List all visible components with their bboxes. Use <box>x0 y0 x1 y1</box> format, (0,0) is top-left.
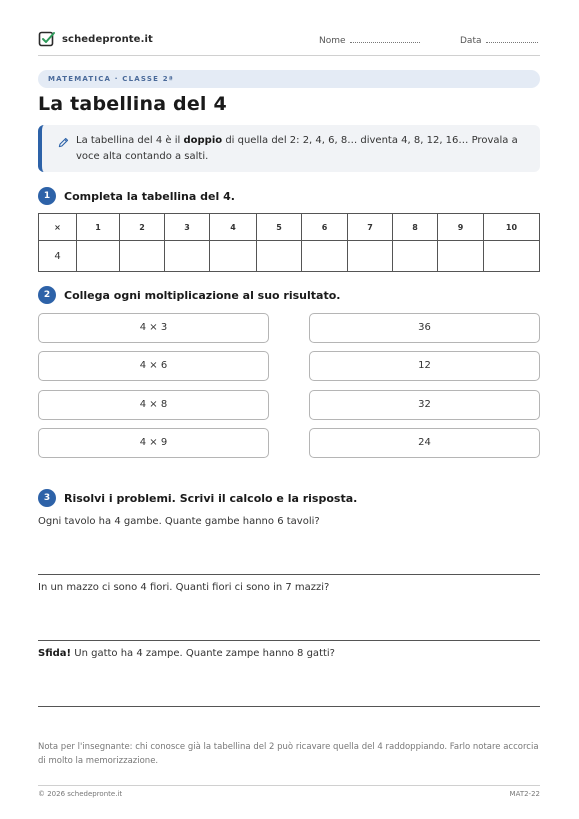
info-bold: doppio <box>183 135 223 146</box>
teacher-note: Nota per l'insegnante: chi conosce già la tabellina del 2 può ricavare quella del 4 raddoppiando. Farlo notare accorcia di molto la memorizzazione. <box>38 742 539 766</box>
answer-cell[interactable] <box>165 241 210 272</box>
worksheet-code: MAT2-22 <box>509 790 540 798</box>
multiplication-box[interactable]: 4 × 6 <box>38 351 269 381</box>
table-header-cell: 7 <box>348 214 393 241</box>
date-line <box>486 35 538 43</box>
section-2-heading <box>38 286 340 304</box>
result-box[interactable]: 36 <box>309 313 540 343</box>
answer-cell[interactable] <box>120 241 165 272</box>
footer-divider <box>38 785 540 786</box>
answer-line[interactable] <box>38 574 540 575</box>
table-header-cell: 8 <box>393 214 438 241</box>
copyright: © 2026 schedepronte.it <box>38 790 123 798</box>
answer-line[interactable] <box>38 640 540 641</box>
result-box[interactable]: 12 <box>309 351 540 381</box>
table-header-cell: 10 <box>484 214 540 241</box>
table-header-cell: × <box>39 214 77 241</box>
table-header-cell: 1 <box>77 214 120 241</box>
answer-cell[interactable] <box>257 241 302 272</box>
section-3-heading <box>38 489 357 507</box>
date-field[interactable] <box>460 35 538 46</box>
row-label-cell: 4 <box>39 241 77 272</box>
answer-cell[interactable] <box>302 241 348 272</box>
table-header-cell: 5 <box>257 214 302 241</box>
header-divider <box>38 55 540 56</box>
answer-cell[interactable] <box>393 241 438 272</box>
page-header <box>38 30 540 50</box>
answer-line[interactable] <box>38 706 540 707</box>
section-1-heading <box>38 187 235 205</box>
section-number: 2 <box>38 286 56 304</box>
answer-cell[interactable] <box>348 241 393 272</box>
table-header-cell: 6 <box>302 214 348 241</box>
problem-text: Sfida! Un gatto ha 4 zampe. Quante zampe hanno 8 gatti? <box>38 648 335 659</box>
multiplication-box[interactable]: 4 × 9 <box>38 428 269 458</box>
challenge-label: Sfida! <box>38 648 72 659</box>
result-box[interactable]: 24 <box>309 428 540 458</box>
section-title: Completa la tabellina del 4. <box>64 189 235 203</box>
table-header-cell: 4 <box>210 214 257 241</box>
section-number: 1 <box>38 187 56 205</box>
problem-text: Ogni tavolo ha 4 gambe. Quante gambe hanno 6 tavoli? <box>38 516 320 527</box>
logo <box>38 30 153 48</box>
info-text: La tabellina del 4 è il doppio di quella del 2: 2, 4, 6, 8… diventa 4, 8, 12, 16… Provala a voce alta contando a salti. <box>76 135 518 162</box>
answer-cell[interactable] <box>484 241 540 272</box>
table-answer-row <box>39 241 540 272</box>
subject-badge: MATEMATICA · CLASSE 2ª <box>38 70 540 88</box>
name-label: Nome <box>319 36 346 46</box>
table-header-row <box>39 214 540 241</box>
multiplication-table <box>38 213 540 272</box>
answer-cell[interactable] <box>210 241 257 272</box>
checkbox-logo-icon <box>38 30 56 48</box>
info-box <box>38 125 540 172</box>
result-box[interactable]: 32 <box>309 390 540 420</box>
date-label: Data <box>460 36 482 46</box>
brand-name: schedepronte.it <box>62 33 153 45</box>
name-field[interactable] <box>319 35 420 46</box>
name-line <box>350 35 420 43</box>
problem-text: In un mazzo ci sono 4 fiori. Quanti fiori ci sono in 7 mazzi? <box>38 582 330 593</box>
answer-cell[interactable] <box>77 241 120 272</box>
answer-cell[interactable] <box>438 241 484 272</box>
table-header-cell: 3 <box>165 214 210 241</box>
pencil-icon <box>58 137 69 148</box>
multiplication-box[interactable]: 4 × 8 <box>38 390 269 420</box>
multiplication-box[interactable]: 4 × 3 <box>38 313 269 343</box>
section-title: Collega ogni moltiplicazione al suo risultato. <box>64 288 341 302</box>
section-number: 3 <box>38 489 56 507</box>
table-header-cell: 9 <box>438 214 484 241</box>
section-title: Risolvi i problemi. Scrivi il calcolo e la risposta. <box>64 491 358 505</box>
page-title: La tabellina del 4 <box>38 93 227 115</box>
table-header-cell: 2 <box>120 214 165 241</box>
